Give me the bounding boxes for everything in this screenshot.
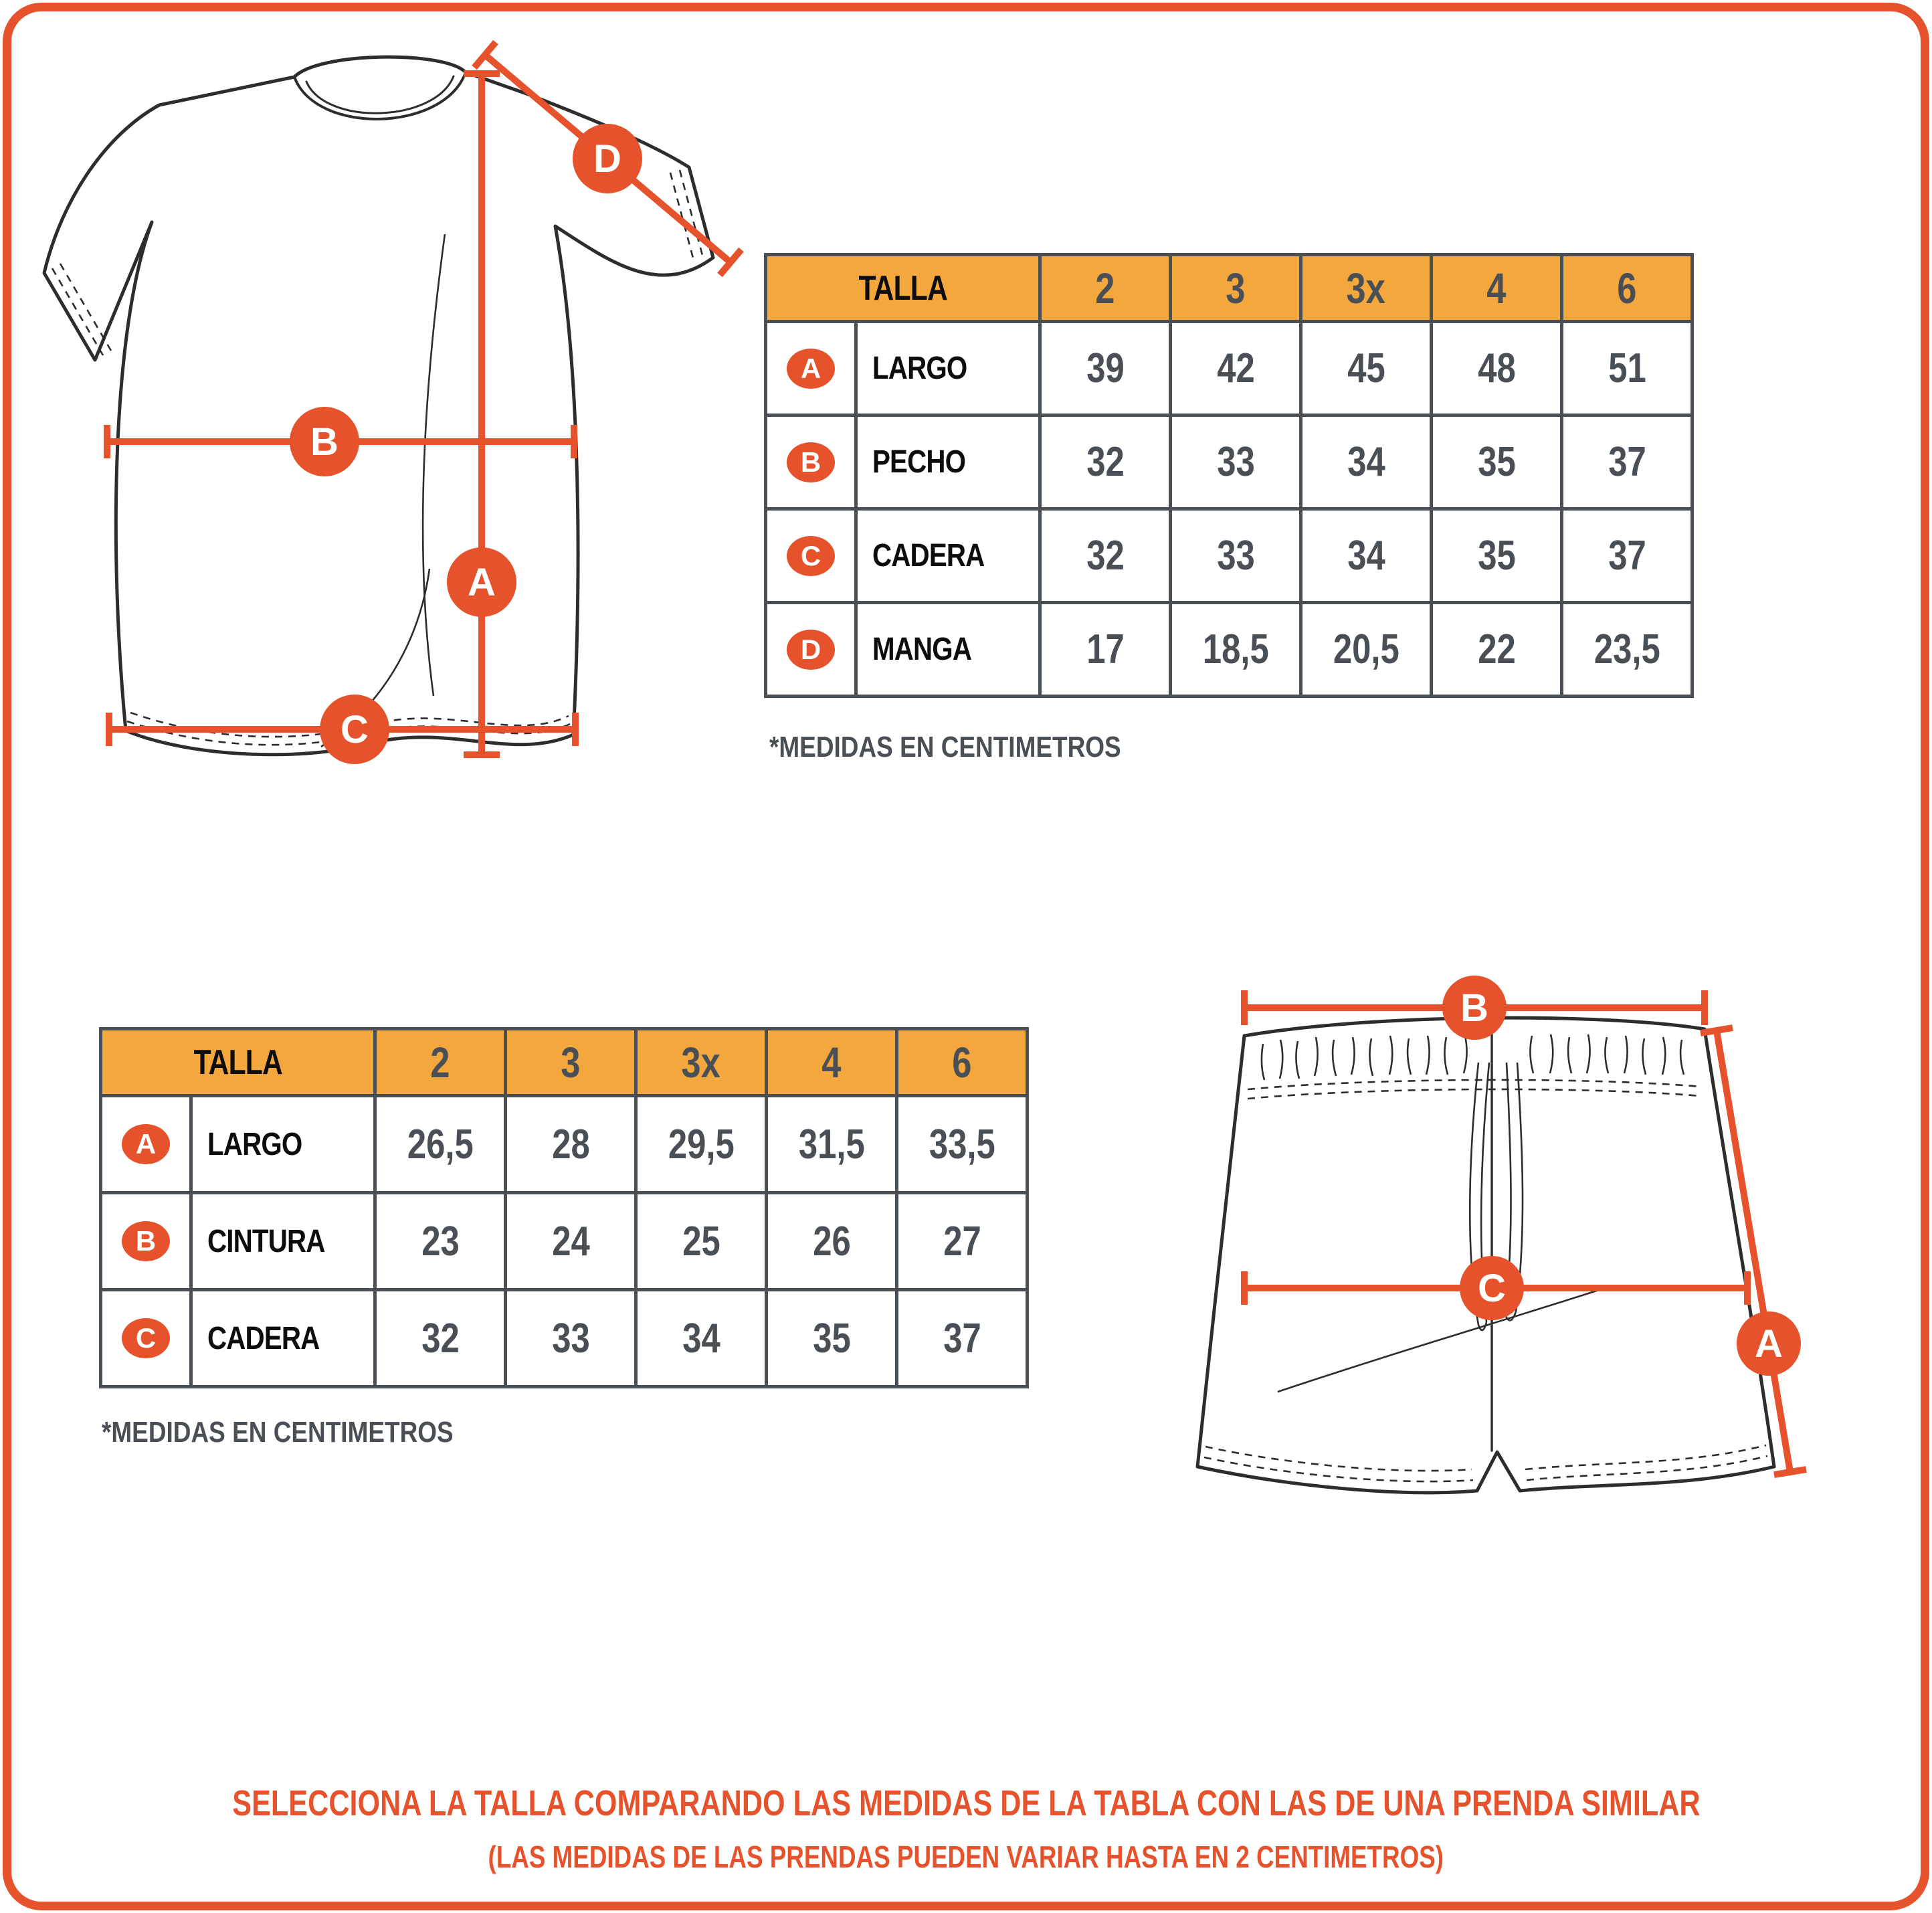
shirt-row-a-badge-cell bbox=[767, 323, 854, 414]
marker-b-label: B bbox=[1460, 986, 1488, 1030]
shirt-header-size-3x: 3x bbox=[1302, 256, 1430, 320]
table-value: 31,5 bbox=[768, 1097, 895, 1191]
table-value: 25 bbox=[638, 1194, 765, 1288]
marker-c-label: C bbox=[341, 708, 369, 751]
row-letter-badge: B bbox=[122, 1221, 170, 1261]
table-value: 32 bbox=[1042, 417, 1169, 507]
shorts-outline bbox=[1197, 1018, 1774, 1493]
table-value: 32 bbox=[377, 1291, 504, 1385]
table-value: 35 bbox=[1433, 417, 1560, 507]
table-value: 33 bbox=[1172, 511, 1299, 601]
table-value: 35 bbox=[768, 1291, 895, 1385]
shirt-header-size-6: 6 bbox=[1563, 256, 1691, 320]
table-value: 28 bbox=[507, 1097, 634, 1191]
table-value: 34 bbox=[1302, 511, 1430, 601]
row-letter-badge: C bbox=[122, 1318, 170, 1358]
table-value: 34 bbox=[638, 1291, 765, 1385]
shirt-row-b-badge-cell bbox=[767, 417, 854, 507]
shorts-units-note: *MEDIDAS EN CENTIMETROS bbox=[102, 1416, 454, 1449]
table-value: 22 bbox=[1433, 604, 1560, 695]
table-value: 33,5 bbox=[898, 1097, 1026, 1191]
table-value: 29,5 bbox=[638, 1097, 765, 1191]
footer-disclaimer-line: (LAS MEDIDAS DE LAS PRENDAS PUEDEN VARIAR HASTA EN 2 CENTIMETROS) bbox=[488, 1839, 1444, 1874]
marker-a-label: A bbox=[468, 561, 496, 604]
shorts-measurement-diagram bbox=[1177, 950, 1900, 1572]
table-value: 37 bbox=[1563, 511, 1691, 601]
tshirt-measurement-diagram bbox=[20, 40, 756, 810]
shirt-header-size-4: 4 bbox=[1433, 256, 1560, 320]
table-value: 51 bbox=[1563, 323, 1691, 414]
shirt-header-talla: TALLA bbox=[767, 256, 1038, 320]
table-value: 35 bbox=[1433, 511, 1560, 601]
table-value: 26,5 bbox=[377, 1097, 504, 1191]
table-value: 23,5 bbox=[1563, 604, 1691, 695]
table-value: 39 bbox=[1042, 323, 1169, 414]
row-letter-badge: D bbox=[787, 630, 835, 670]
table-value: 26 bbox=[768, 1194, 895, 1288]
table-value: 37 bbox=[1563, 417, 1691, 507]
shirt-row-c-badge-cell bbox=[767, 511, 854, 601]
table-value: 24 bbox=[507, 1194, 634, 1288]
shirt-size-table bbox=[764, 253, 1694, 698]
shirt-row-d-badge-cell bbox=[767, 604, 854, 695]
table-value: 27 bbox=[898, 1194, 1026, 1288]
shorts-row-b-badge-cell bbox=[102, 1194, 189, 1288]
table-value: 32 bbox=[1042, 511, 1169, 601]
shorts-header-size-2: 2 bbox=[377, 1030, 504, 1094]
shorts-header-size-4: 4 bbox=[768, 1030, 895, 1094]
table-value: 42 bbox=[1172, 323, 1299, 414]
table-value: 17 bbox=[1042, 604, 1169, 695]
table-value: 34 bbox=[1302, 417, 1430, 507]
shirt-row-d-label: MANGA bbox=[858, 604, 1038, 695]
marker-a-label: A bbox=[1755, 1322, 1783, 1366]
table-value: 33 bbox=[507, 1291, 634, 1385]
shorts-row-a-label: LARGO bbox=[193, 1097, 373, 1191]
marker-d-label: D bbox=[593, 137, 621, 181]
marker-b-label: B bbox=[310, 420, 339, 464]
shirt-header-size-3: 3 bbox=[1172, 256, 1299, 320]
row-letter-badge: A bbox=[787, 349, 835, 389]
shirt-row-c-label: CADERA bbox=[858, 511, 1038, 601]
row-letter-badge: B bbox=[787, 442, 835, 482]
shorts-line-art bbox=[1197, 1018, 1774, 1493]
table-value: 37 bbox=[898, 1291, 1026, 1385]
shirt-row-a-label: LARGO bbox=[858, 323, 1038, 414]
table-value: 45 bbox=[1302, 323, 1430, 414]
shorts-row-c-label: CADERA bbox=[193, 1291, 373, 1385]
shorts-row-b-label: CINTURA bbox=[193, 1194, 373, 1288]
shorts-header-size-6: 6 bbox=[898, 1030, 1026, 1094]
shirt-units-note: *MEDIDAS EN CENTIMETROS bbox=[769, 731, 1121, 763]
shorts-size-table bbox=[99, 1027, 1029, 1388]
shirt-row-b-label: PECHO bbox=[858, 417, 1038, 507]
shorts-header-size-3: 3 bbox=[507, 1030, 634, 1094]
table-value: 18,5 bbox=[1172, 604, 1299, 695]
shirt-header-size-2: 2 bbox=[1042, 256, 1169, 320]
shorts-row-c-badge-cell bbox=[102, 1291, 189, 1385]
row-letter-badge: A bbox=[122, 1124, 170, 1164]
shorts-header-size-3x: 3x bbox=[638, 1030, 765, 1094]
shorts-header-talla: TALLA bbox=[102, 1030, 373, 1094]
table-value: 48 bbox=[1433, 323, 1560, 414]
marker-c-label: C bbox=[1478, 1267, 1506, 1310]
table-value: 33 bbox=[1172, 417, 1299, 507]
table-value: 20,5 bbox=[1302, 604, 1430, 695]
row-letter-badge: C bbox=[787, 536, 835, 576]
shorts-row-a-badge-cell bbox=[102, 1097, 189, 1191]
table-value: 23 bbox=[377, 1194, 504, 1288]
footer-instruction-line: SELECCIONA LA TALLA COMPARANDO LAS MEDIDAS DE LA TABLA CON LAS DE UNA PRENDA SIMILAR bbox=[231, 1783, 1701, 1823]
